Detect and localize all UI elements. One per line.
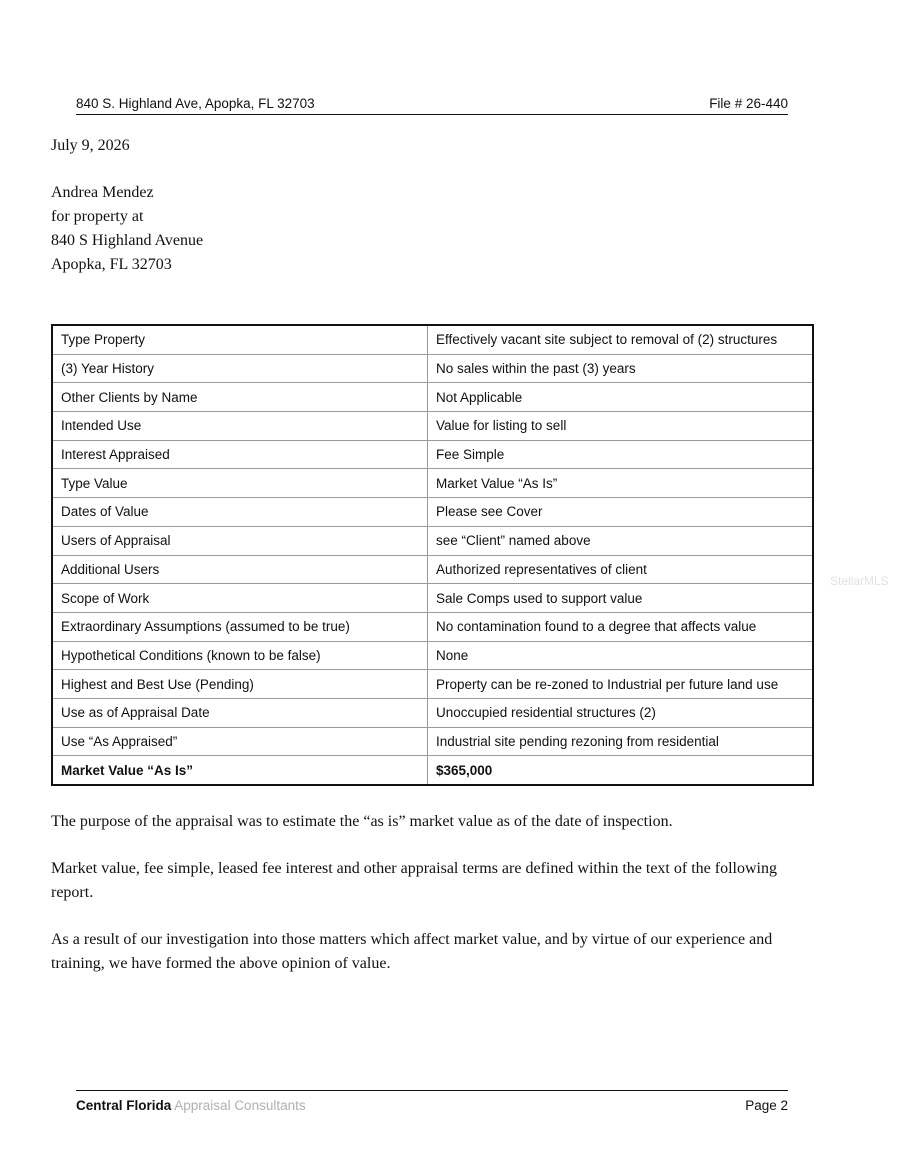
table-row	[52, 498, 813, 527]
table-row	[52, 469, 813, 498]
table-row	[52, 440, 813, 469]
table-row	[52, 641, 813, 670]
recipient-block	[51, 181, 203, 277]
row-label: Scope of Work	[52, 584, 428, 613]
row-label: Type Value	[52, 469, 428, 498]
recipient-street: 840 S Highland Avenue	[51, 232, 204, 249]
table-row	[52, 412, 813, 441]
table-row	[52, 526, 813, 555]
row-value: Fee Simple	[428, 440, 814, 469]
table-row	[52, 584, 813, 613]
row-value: Effectively vacant site subject to removal of (2) structures	[428, 325, 814, 354]
row-label: Dates of Value	[52, 498, 428, 527]
row-label: Market Value “As Is”	[52, 756, 428, 785]
table-row	[52, 325, 813, 354]
row-value: No sales within the past (3) years	[428, 354, 814, 383]
row-label: Other Clients by Name	[52, 383, 428, 412]
row-value: No contamination found to a degree that affects value	[428, 612, 814, 641]
footer-brand-bold: Central Florida	[76, 1098, 172, 1113]
page-header	[76, 96, 788, 115]
table-row	[52, 727, 813, 756]
row-label: Use “As Appraised”	[52, 727, 428, 756]
table-row	[52, 612, 813, 641]
footer-brand	[76, 1098, 306, 1113]
letter-date: July 9, 2026	[51, 137, 130, 154]
row-label: Additional Users	[52, 555, 428, 584]
row-label: Highest and Best Use (Pending)	[52, 670, 428, 699]
row-value: Value for listing to sell	[428, 412, 814, 441]
table-row	[52, 354, 813, 383]
row-label: Type Property	[52, 325, 428, 354]
header-address: 840 S. Highland Ave, Apopka, FL 32703	[76, 96, 315, 111]
table-row	[52, 555, 813, 584]
row-value: Market Value “As Is”	[428, 469, 814, 498]
row-value: Authorized representatives of client	[428, 555, 814, 584]
definitions-paragraph: Market value, fee simple, leased fee interest and other appraisal terms are defined within the text of the following report.	[51, 860, 777, 901]
row-value: Industrial site pending rezoning from residential	[428, 727, 814, 756]
row-label: Extraordinary Assumptions (assumed to be true)	[52, 612, 428, 641]
row-value: Unoccupied residential structures (2)	[428, 698, 814, 727]
row-label: Interest Appraised	[52, 440, 428, 469]
row-label: Hypothetical Conditions (known to be false)	[52, 641, 428, 670]
market-value-amount: $365,000	[428, 756, 814, 785]
row-value: Not Applicable	[428, 383, 814, 412]
row-value: Sale Comps used to support value	[428, 584, 814, 613]
recipient-name: Andrea Mendez	[51, 184, 154, 201]
table-row-market-value	[52, 756, 813, 785]
recipient-city: Apopka, FL 32703	[51, 256, 172, 273]
page-footer	[76, 1090, 788, 1119]
purpose-paragraph: The purpose of the appraisal was to estimate the “as is” market value as of the date of inspection.	[51, 813, 673, 830]
row-value: None	[428, 641, 814, 670]
row-label: Users of Appraisal	[52, 526, 428, 555]
table-row	[52, 670, 813, 699]
row-label: (3) Year History	[52, 354, 428, 383]
table-row	[52, 383, 813, 412]
opinion-paragraph: As a result of our investigation into those matters which affect market value, and by virtue of our experience and training, we have formed the above opinion of value.	[51, 931, 773, 972]
row-value: Property can be re-zoned to Industrial per future land use	[428, 670, 814, 699]
header-file-number: File # 26-440	[709, 96, 788, 111]
recipient-line: for property at	[51, 208, 144, 225]
row-label: Use as of Appraisal Date	[52, 698, 428, 727]
row-value: see “Client” named above	[428, 526, 814, 555]
table-row	[52, 698, 813, 727]
footer-brand-light: Appraisal Consultants	[174, 1098, 306, 1113]
page-number: Page 2	[745, 1098, 788, 1113]
watermark-text: StellarMLS	[830, 574, 889, 588]
row-value: Please see Cover	[428, 498, 814, 527]
row-label: Intended Use	[52, 412, 428, 441]
appraisal-summary-table	[51, 324, 814, 786]
